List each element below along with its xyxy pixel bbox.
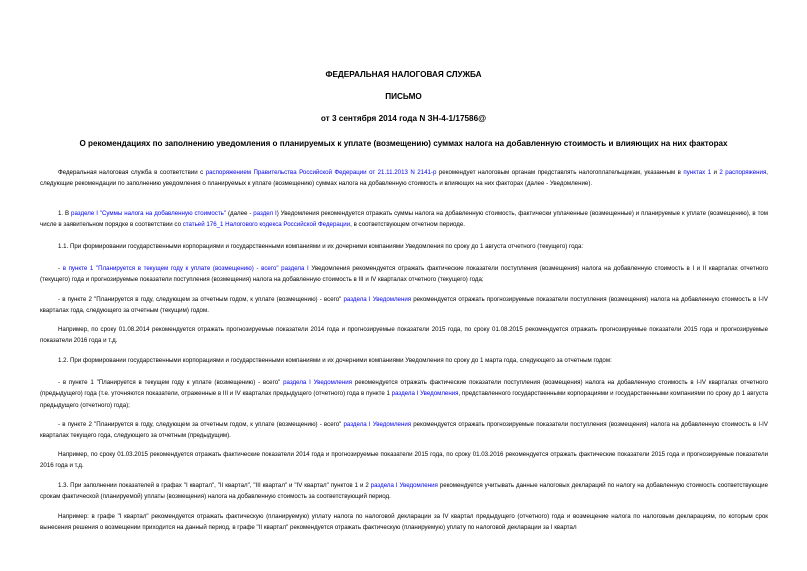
text: 1.1. При формировании государственными корпорациями и государственными компаниями и их дочерними компаниями Уведомления по сроку до 1 августа отчетного (текущего) года: xyxy=(58,243,584,250)
paragraph-1-1-item-1 xyxy=(40,263,768,286)
text: рекомендуется учитывать данные налоговых деклараций по налогу на добавленную стоимость соответствующие срокам фактической (планируемой) уплаты (возмещения) налога на добавленную стоимость за соответствующий период. xyxy=(40,482,768,501)
text: Например, по сроку 01.03.2015 рекомендуется отражать фактические показатели 2014 года и прогнозируемые показатели 2015 года, по сроку 01.03.2016 рекомендуется отражать фактические показатели 2015 года и прогнозируемые показатели 2016 года и т.д. xyxy=(40,451,768,470)
text: (далее - xyxy=(226,210,254,217)
text: , следующие рекомендации по заполнению уведомления о планируемых к уплате (возмещению) суммах налога на добавленную стоимость и влияющих на них факторах (далее - Уведомление). xyxy=(40,169,769,188)
text: , в соответствующем отчетном периоде. xyxy=(350,221,465,229)
link-items-1[interactable]: пунктах 1 xyxy=(683,169,712,176)
text: Например, по сроку 01.08.2014 рекомендуется отражать прогнозируемые показатели 2014 года и прогнозируемые показатели 2015 года, по сроку 01.08.2015 рекомендуется отражать прогнозируемые показатели 2015 года и прогнозируемые показатели 2016 года и т.д. xyxy=(40,326,768,345)
document-type: ПИСЬМО xyxy=(385,92,422,101)
link-item-1-section-1[interactable]: в пункте 1 "Планируется в текущем году к уплате (возмещению) - всего" раздела I xyxy=(62,265,309,272)
text: - в пункте 2 "Планируется в году, следующем за отчетным годом, к уплате (возмещению) - всего" xyxy=(58,296,344,303)
paragraph-example-2 xyxy=(40,449,768,472)
agency-name: ФЕДЕРАЛЬНАЯ НАЛОГОВАЯ СЛУЖБА xyxy=(325,70,482,79)
paragraph-1-2-item-1 xyxy=(40,377,768,411)
link-tax-code-article[interactable]: статьей 176_1 Налогового кодекса Российской Федерации xyxy=(182,221,351,229)
text: 1.2. При формировании государственными корпорациями и государственными компаниями и их дочерними компаниями Уведомления по сроку до 1 марта года, следующего за отчетным годом: xyxy=(58,357,612,364)
text: Уведомления рекомендуется отражать фактические показатели поступления (возмещения) налога на добавленную стоимость в I и II кварталах отчетного (текущего) года и прогнозируемые показатели поступления (возмещения) налога на добавленную стоимость в III и IV кварталах отчетного (текущего) года; xyxy=(40,265,768,284)
text: - xyxy=(58,265,63,272)
text: , представленного государственными корпорациями и государственными компаниями по сроку до 1 августа предыдущего (отчетного) года); xyxy=(40,390,769,409)
text: - в пункте 2 "Планируется в году, следующем за отчетным годом, к уплате (возмещению) - всего" xyxy=(58,421,344,428)
paragraph-example-1 xyxy=(40,324,768,347)
text: рекомендует налоговым органам представлять налогоплательщикам, указанным в xyxy=(436,169,684,176)
text: - в пункте 1 "Планируется в текущем году к уплате (возмещению) - всего" xyxy=(58,379,284,386)
text: Например: в графе "I квартал" рекомендуется отражать фактическую (планируемую) уплату налога по налоговой декларации за IV квартал предыдущего (отчетного) года и возмещение налога по налоговым декларациям, по которым срок вынесения решения о возмещении приходится на данный период, в графе "II квартал" рекомендуется отражать фактическую (планируемую) уплату по налоговой декларации за I квартал xyxy=(40,513,768,532)
link-section-1-notice-2[interactable]: раздела I Уведомления xyxy=(391,390,459,398)
text: и xyxy=(711,169,720,176)
paragraph-1-2 xyxy=(40,355,768,366)
paragraph-1-2-item-2 xyxy=(40,419,768,442)
link-section-1-notice[interactable]: раздела I Уведомления xyxy=(283,379,352,386)
link-section-1-notice[interactable]: раздела I Уведомления xyxy=(370,482,438,489)
text: рекомендуется отражать прогнозируемые показатели поступления (возмещения) налога на добавленную стоимость в I-IV кварталах года, следующего за отчетным (текущим) годом. xyxy=(40,296,768,315)
text: рекомендуется отражать фактические показатели поступления (возмещения) налога на добавленную стоимость в I-IV кварталах отчетного (предыдущего) года (т.е. уточняются показатели, отраженные в III и IV кварталах предыдущего (отчетного) года в пункте 1 xyxy=(40,379,768,398)
paragraph-1-3 xyxy=(40,480,768,503)
text: рекомендуется отражать прогнозируемые показатели поступления (возмещения) налога на добавленную стоимость в I-IV кварталах текущего года, следующего за отчетным (предыдущим). xyxy=(40,421,768,440)
paragraph-intro xyxy=(40,167,768,190)
link-section-1[interactable]: разделе I "Суммы налога на добавленную стоимость" xyxy=(71,210,227,217)
link-items-2-order[interactable]: 2 распоряжения xyxy=(719,169,767,176)
link-section-1-notice[interactable]: раздела I Уведомления xyxy=(343,296,412,303)
text: ) Уведомления рекомендуется отражать суммы налога на добавленную стоимость, фактически уплаченные (возмещенные) и планируемые к уплате (возмещению), в том числе в заявительном порядке в соответствии со xyxy=(40,210,768,229)
text: Федеральная налоговая служба в соответствии с xyxy=(58,169,206,176)
paragraph-example-3 xyxy=(40,511,768,534)
text: 1. В xyxy=(58,210,72,217)
document-date-number: от 3 сентября 2014 года N ЗН-4-1/17586@ xyxy=(320,114,487,123)
paragraph-1-1-item-2 xyxy=(40,294,768,317)
link-section-1-short[interactable]: раздел I xyxy=(253,210,277,217)
link-section-1-notice[interactable]: раздела I Уведомления xyxy=(343,421,412,428)
document-title: О рекомендациях по заполнению уведомления о планируемых к уплате (возмещению) суммах налога на добавленную стоимость и влияющих на них факторах xyxy=(79,139,728,148)
paragraph-1 xyxy=(40,208,768,231)
link-government-order[interactable]: распоряжением Правительства Российской Федерации от 21.11.2013 N 2141-р xyxy=(205,169,437,176)
text: 1.3. При заполнении показателей в графах "I квартал", "II квартал", "III квартал" и "IV квартал" пунктов 1 и 2 xyxy=(58,482,371,489)
paragraph-1-1 xyxy=(40,241,768,252)
